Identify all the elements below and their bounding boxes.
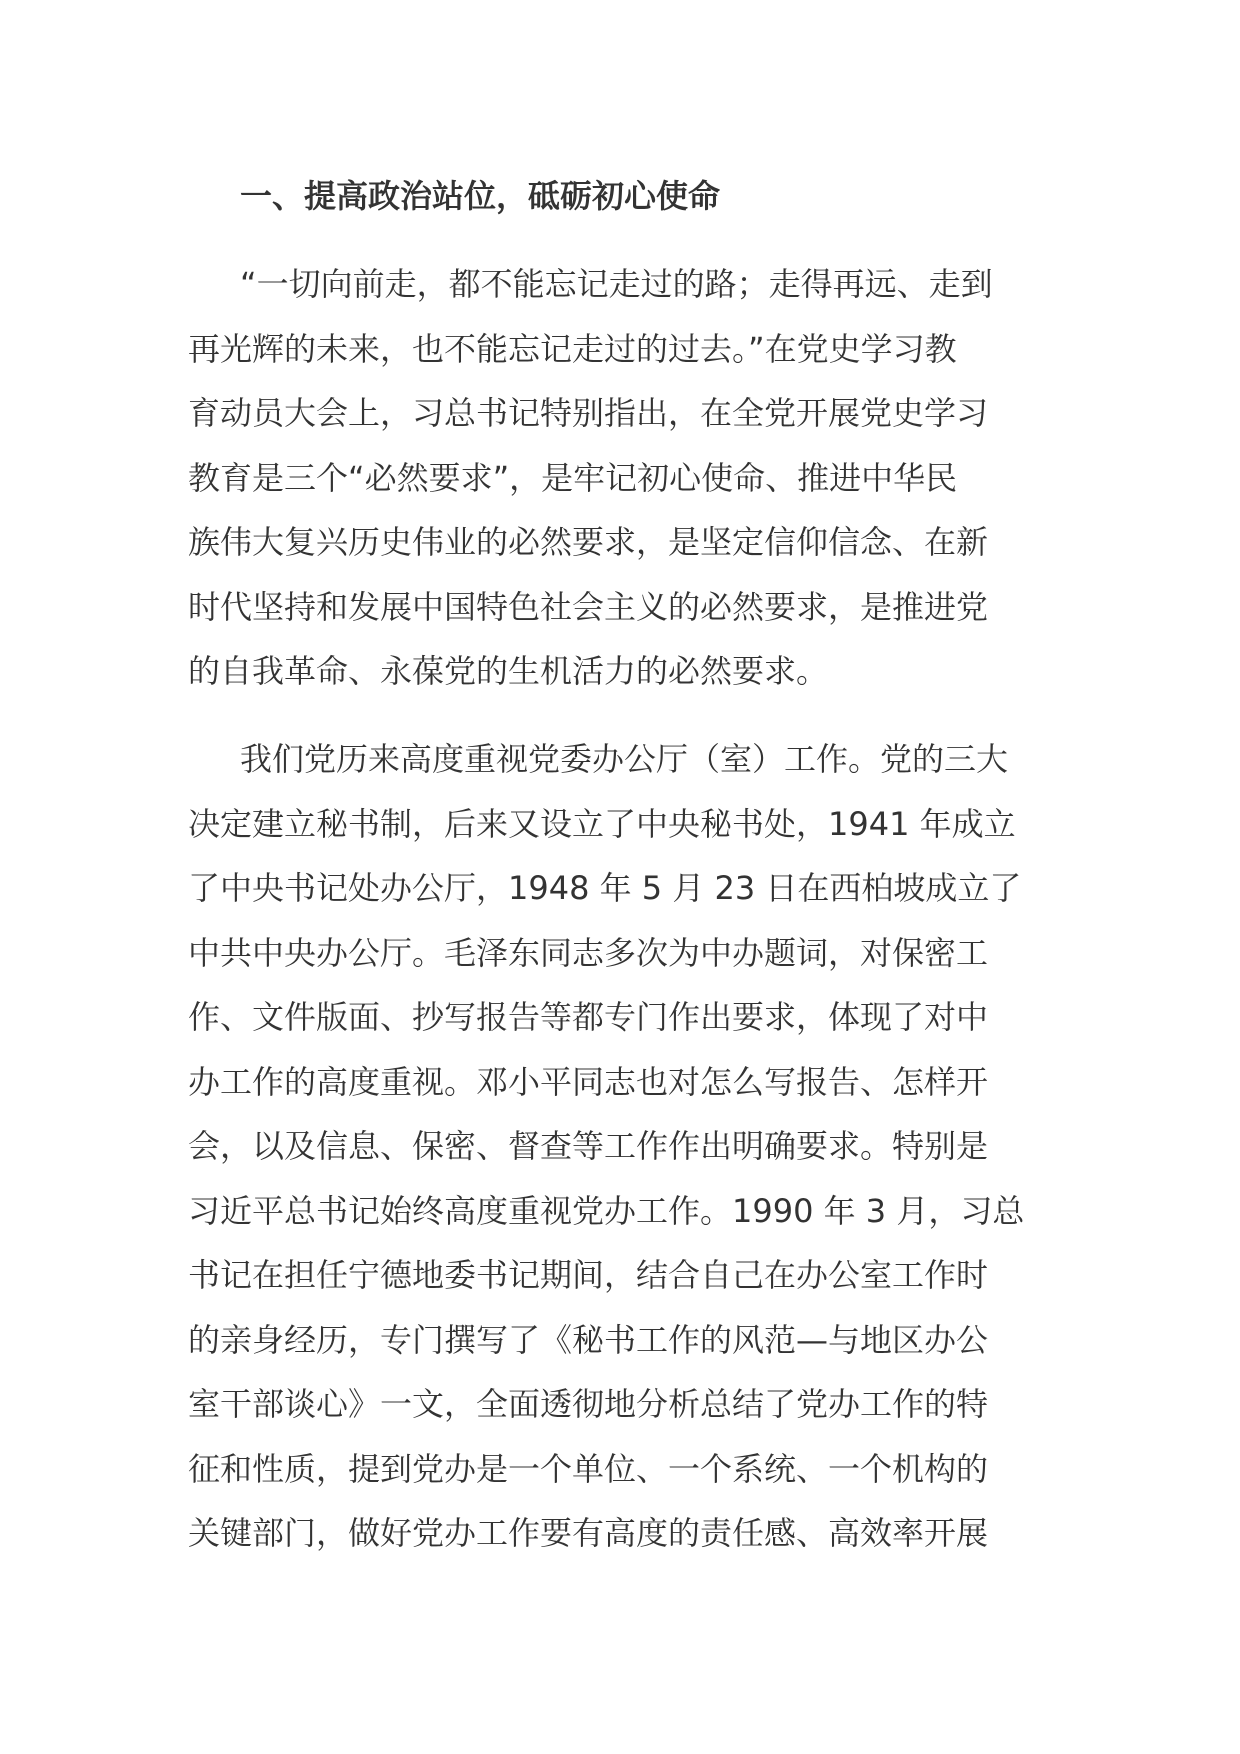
paragraph-line: 中共中央办公厅。毛泽东同志多次为中办题词，对保密工 bbox=[188, 933, 989, 972]
paragraph-line: 族伟大复兴历史伟业的必然要求，是坚定信仰信念、在新 bbox=[188, 523, 989, 561]
paragraph-line: 办工作的高度重视。邓小平同志也对怎么写报告、怎样开 bbox=[188, 1062, 989, 1101]
paragraph-line: 教育是三个“必然要求”，是牢记初心使命、推进中华民 bbox=[188, 458, 958, 497]
paragraph-line: 会，以及信息、保密、督查等工作作出明确要求。特别是 bbox=[188, 1127, 989, 1165]
paragraph-line: 的自我革命、永葆党的生机活力的必然要求。 bbox=[188, 652, 829, 690]
paragraph-2 bbox=[188, 727, 1088, 1566]
paragraph-line: “一切向前走，都不能忘记走过的路；走得再远、走到 bbox=[240, 265, 993, 303]
paragraph-line: 习近平总书记始终高度重视党办工作。1990 年 3 月，习总 bbox=[188, 1191, 1025, 1230]
paragraph-line: 了中央书记处办公厅，1948 年 5 月 23 日在西柏坡成立了 bbox=[188, 869, 1022, 907]
paragraph-line: 征和性质，提到党办是一个单位、一个系统、一个机构的 bbox=[188, 1449, 989, 1488]
section-heading: 一、提高政治站位，砥砺初心使命 bbox=[240, 177, 721, 215]
paragraph-line: 书记在担任宁德地委书记期间，结合自己在办公室工作时 bbox=[188, 1256, 989, 1294]
paragraph-line: 时代坚持和发展中国特色社会主义的必然要求，是推进党 bbox=[188, 587, 989, 626]
paragraph-line: 决定建立秘书制，后来又设立了中央秘书处，1941 年成立 bbox=[188, 804, 1016, 843]
paragraph-line: 育动员大会上，习总书记特别指出，在全党开展党史学习 bbox=[188, 394, 989, 432]
paragraph-line: 关键部门，做好党办工作要有高度的责任感、高效率开展 bbox=[188, 1514, 989, 1552]
paragraph-line: 作、文件版面、抄写报告等都专门作出要求，体现了对中 bbox=[188, 998, 989, 1036]
paragraph-line: 的亲身经历，专门撰写了《秘书工作的风范—与地区办公 bbox=[188, 1320, 989, 1359]
paragraph-1 bbox=[188, 252, 1088, 704]
paragraph-line: 我们党历来高度重视党委办公厅（室）工作。党的三大 bbox=[240, 740, 1009, 778]
paragraph-line: 室干部谈心》一文，全面透彻地分析总结了党办工作的特 bbox=[188, 1385, 989, 1423]
paragraph-line: 再光辉的未来，也不能忘记走过的过去。”在党史学习教 bbox=[188, 329, 957, 368]
